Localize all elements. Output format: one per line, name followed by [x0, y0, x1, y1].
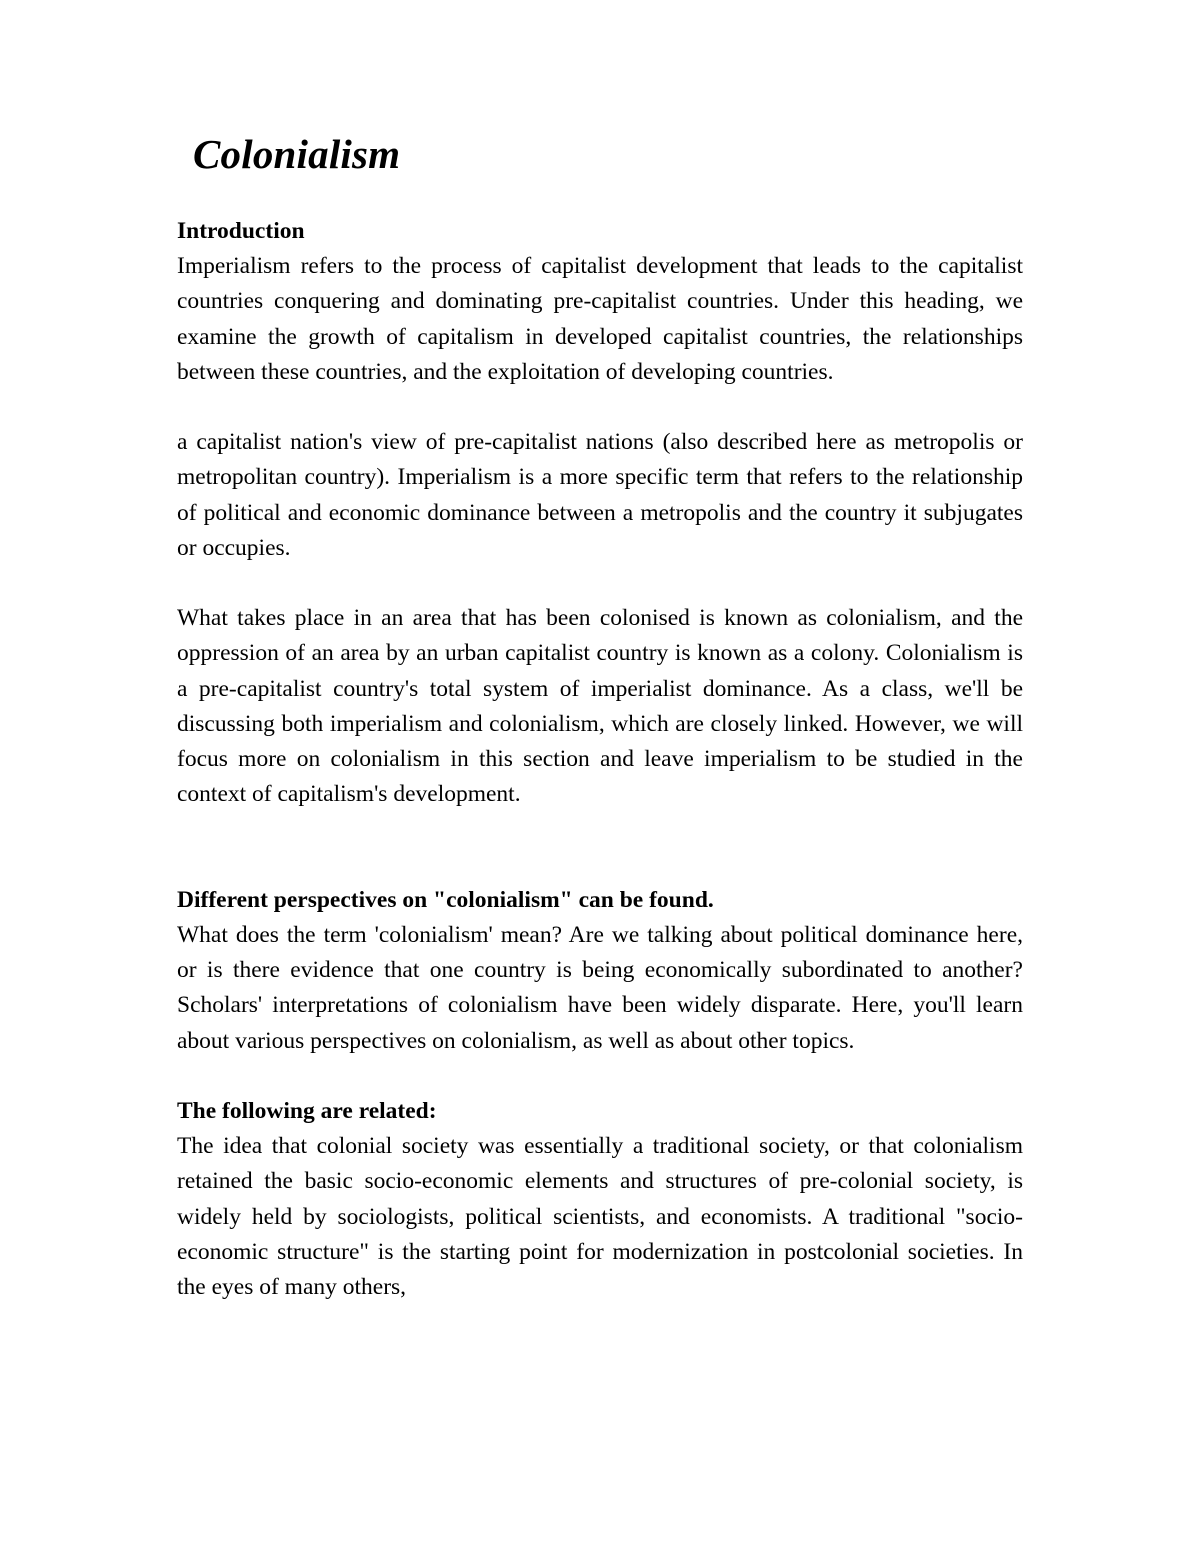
section-spacer [177, 812, 1023, 882]
document-title: Colonialism [193, 131, 401, 177]
section-heading-perspectives: Different perspectives on "colonialism" can be found. [177, 886, 714, 913]
section-heading-introduction: Introduction [177, 218, 305, 244]
introduction-paragraph-3: What takes place in an area that has been colonised is known as colonialism, and the oppression of an area by an urban capitalist country is known as a colony. Colonialism is a pre-capitalist country's total system of imperialist dominance. As a class, we'll be discussing both imperialism and colonialism, which are closely linked. However, we will focus more on colonialism in this section and leave imperialism to be studied in the context of capitalism's development. [177, 605, 1023, 808]
section-heading-related: The following are related: [177, 1098, 437, 1125]
section-spacer [177, 1059, 1023, 1094]
document-body [177, 214, 1023, 1305]
introduction-paragraph-2: a capitalist nation's view of pre-capitalist nations (also described here as metropolis or metropolitan country). Imperialism is a more specific term that refers to the relationship of political and economic dominance between a metropolis and the country it subjugates or occupies. [177, 429, 1023, 561]
related-paragraph: The idea that colonial society was essentially a traditional society, or that colonialism retained the basic socio-economic elements and structures of pre-colonial society, is widely held by sociologists, political scientists, and economists. A traditional "socio-economic structure" is the starting point for modernization in postcolonial societies. In the eyes of many others, [177, 1133, 1023, 1301]
paragraph-spacer [177, 566, 1023, 601]
introduction-paragraph-1: Imperialism refers to the process of capitalist development that leads to the capitalist countries conquering and dominating pre-capitalist countries. Under this heading, we examine the growth of capitalism in developed capitalist countries, the relationships between these countries, and the exploitation of developing countries. [177, 253, 1023, 385]
perspectives-paragraph: What does the term 'colonialism' mean? Are we talking about political dominance here, or is there evidence that one country is being economically subordinated to another? Scholars' interpretations of colonialism have been widely disparate. Here, you'll learn about various perspectives on colonialism, as well as about other topics. [177, 922, 1023, 1054]
paragraph-spacer [177, 390, 1023, 425]
